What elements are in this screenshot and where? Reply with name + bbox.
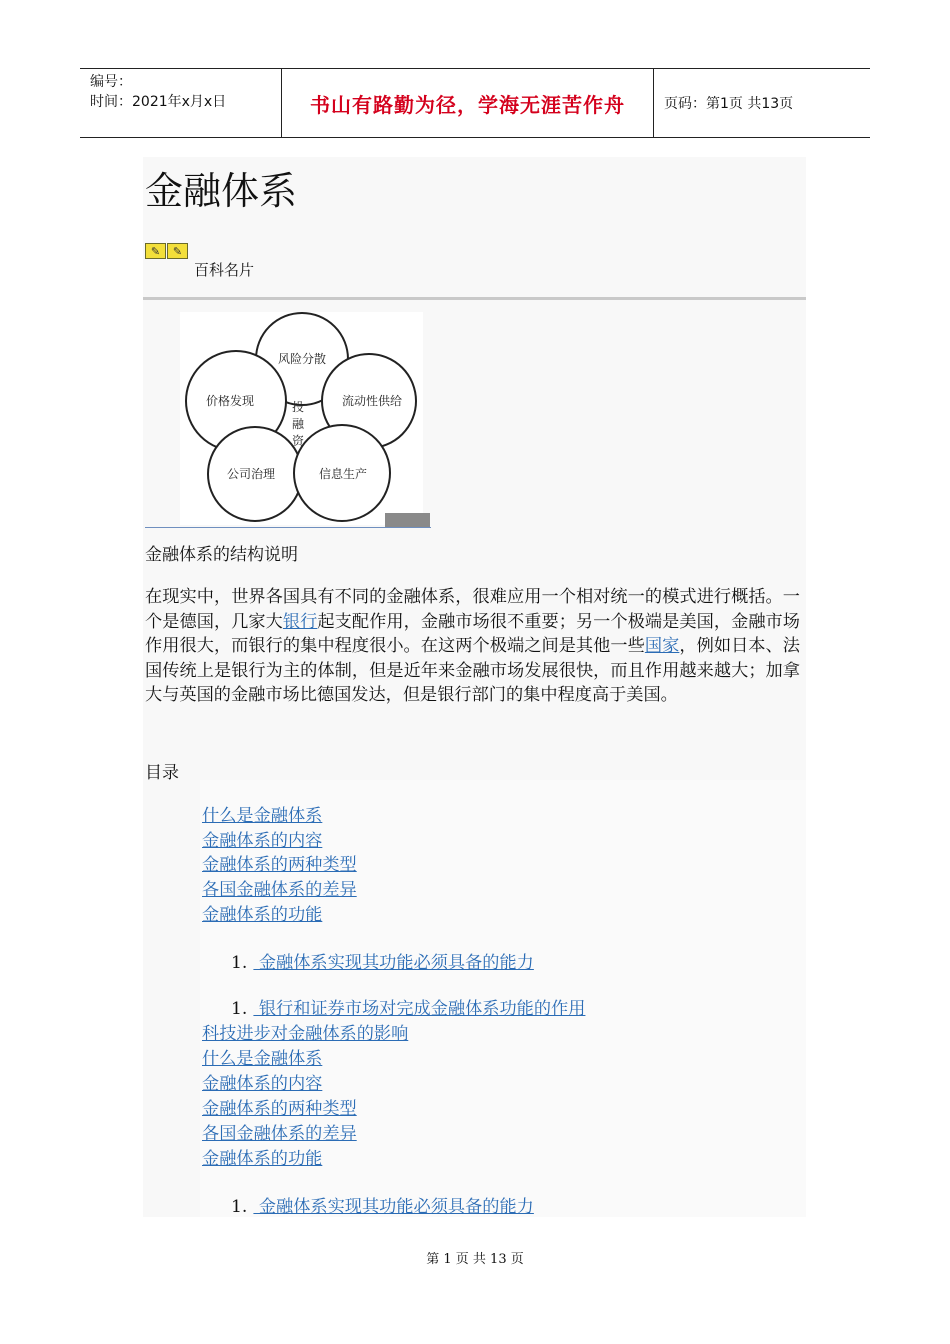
- document-header: [80, 68, 870, 138]
- figure-caption: 金融体系的结构说明: [145, 545, 298, 565]
- label-risk: 风险分散: [277, 352, 327, 366]
- image-corner-mark: [385, 513, 430, 527]
- label-governance: 公司治理: [226, 467, 276, 481]
- toc-link[interactable]: 什么是金融体系: [202, 806, 323, 826]
- image-link-underline: [145, 527, 431, 528]
- card-icons: [145, 243, 188, 259]
- card-label: 百科名片: [194, 261, 255, 279]
- label-price: 价格发现: [205, 394, 255, 408]
- toc-link[interactable]: 金融体系的两种类型: [202, 855, 357, 875]
- toc-link[interactable]: 金融体系的功能: [202, 905, 323, 925]
- toc-link[interactable]: 金融体系的两种类型: [202, 1099, 357, 1119]
- label-info: 信息生产: [318, 467, 368, 481]
- center-char-1: 投: [291, 400, 305, 414]
- toc-link[interactable]: 各国金融体系的差异: [202, 880, 357, 900]
- toc-link[interactable]: 银行和证券市场对完成金融体系功能的作用: [253, 999, 586, 1019]
- toc-link[interactable]: 金融体系的功能: [202, 1149, 323, 1169]
- page-footer: 第 1 页 共 13 页: [426, 1252, 524, 1267]
- header-motto-cell: [282, 69, 654, 137]
- pencil-icon[interactable]: ✎: [167, 243, 188, 259]
- time-label: 时间：2021年x月x日: [90, 94, 227, 110]
- structure-diagram[interactable]: [180, 312, 423, 525]
- header-page-info: 页码：第1页 共13页: [664, 96, 794, 112]
- para-text-1: 在现实中，世界各国具有不同的金融体系，很难应用一个相对统一的模式进行概括。一个是德国，几家大: [145, 587, 800, 632]
- toc-link[interactable]: 什么是金融体系: [202, 1049, 323, 1069]
- center-char-2: 融: [291, 417, 305, 431]
- para-text-2: 起支配作用，金融市场很不重要；另一个极端是美国，金融市场作用很大，而银行的集中程度很小。在这两个极端之间是其他一些: [145, 611, 800, 656]
- label-liquidity: 流动性供给: [341, 394, 403, 408]
- serial-label: 编号：: [90, 74, 132, 90]
- header-meta-cell: [80, 69, 282, 137]
- toc-link[interactable]: 金融体系的内容: [202, 831, 323, 851]
- toc-link[interactable]: 金融体系的内容: [202, 1074, 323, 1094]
- toc-link[interactable]: 金融体系实现其功能必须具备的能力: [253, 1197, 534, 1217]
- toc-title: 目录: [145, 763, 179, 783]
- page-title: 金融体系: [145, 169, 298, 213]
- link-bank[interactable]: 银行: [282, 611, 318, 632]
- center-char-3: 资: [291, 434, 305, 448]
- intro-paragraph: [145, 585, 800, 708]
- toc-link[interactable]: 科技进步对金融体系的影响: [202, 1024, 409, 1044]
- motto-text: 书山有路勤为径，学海无涯苦作舟: [310, 92, 625, 117]
- pencil-icon[interactable]: ✎: [145, 243, 166, 259]
- toc-link[interactable]: 金融体系实现其功能必须具备的能力: [253, 953, 534, 973]
- toc-sub-item: [231, 1195, 534, 1219]
- toc-sub-item: [231, 951, 534, 975]
- section-divider: [143, 297, 806, 300]
- toc-link[interactable]: 各国金融体系的差异: [202, 1124, 357, 1144]
- toc-sub-item: [231, 997, 585, 1021]
- toc-sub-number: 1.: [231, 999, 248, 1019]
- link-country[interactable]: 国家: [644, 636, 680, 656]
- toc-sub-number: 1.: [231, 1197, 248, 1217]
- toc-sub-number: 1.: [231, 953, 248, 973]
- para-text-3: ，例如日本、法国传统上是银行为主的体制，但是近年来金融市场发展很快，而且作用越来越大；加拿大与英国的金融市场比德国发达，但是银行部门的集中程度高于美国。: [145, 636, 800, 705]
